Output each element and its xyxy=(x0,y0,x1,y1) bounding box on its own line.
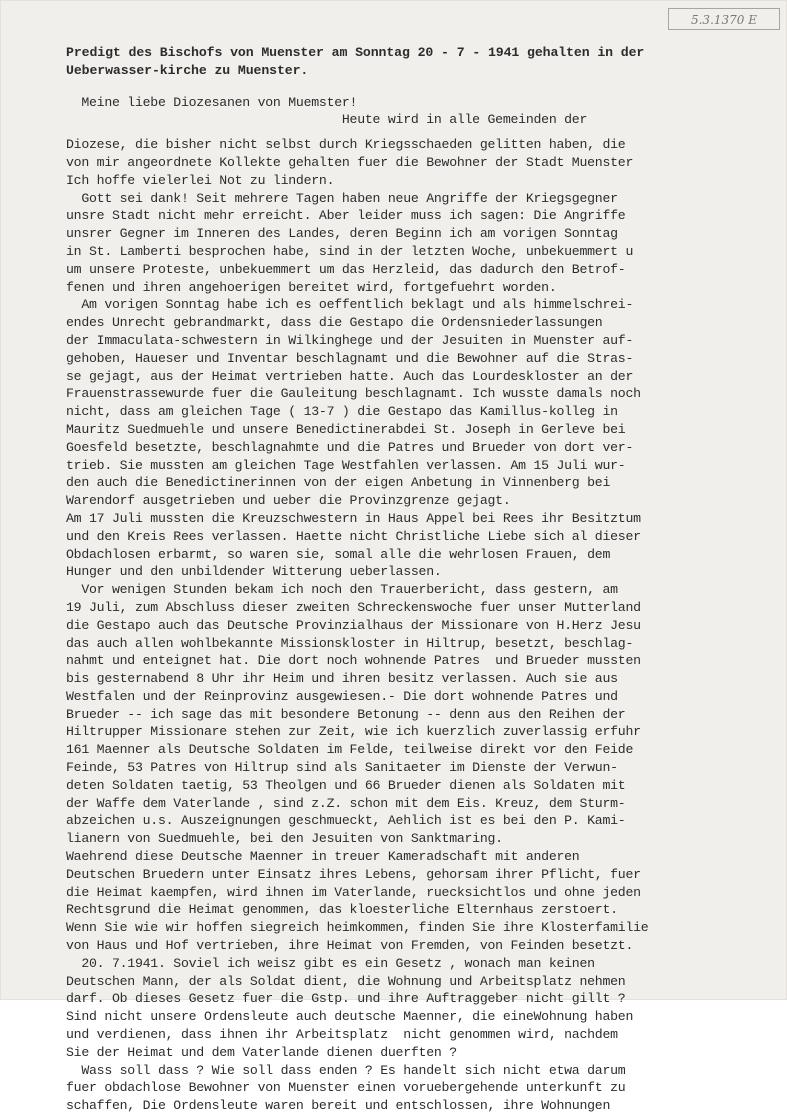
text-line: der Waffe dem Vaterlande , sind z.Z. schon mit dem Eis. Kreuz, dem Sturm- xyxy=(66,795,626,811)
text-line: in St. Lamberti besprochen habe, sind in der letzten Woche, unbekuemmert u xyxy=(66,243,634,259)
text-line: 161 Maenner als Deutsche Soldaten im Felde, teilweise direkt vor den Feide xyxy=(66,742,634,758)
text-line: 19 Juli, zum Abschluss dieser zweiten Schreckenswoche fuer unser Mutterland xyxy=(66,599,641,615)
text-line: Am 17 Juli mussten die Kreuzschwestern in Haus Appel bei Rees ihr Besitztum xyxy=(66,510,641,526)
text-line: der Immaculata-schwestern in Wilkinghege und der Jesuiten in Muenster auf- xyxy=(66,332,634,348)
salutation xyxy=(66,94,772,130)
text-line: gehoben, Haueser und Inventar beschlagnamt und die Bewohner auf die Stras- xyxy=(66,350,634,366)
text-line: die Heimat kaempfen, wird ihnen im Vaterlande, ruecksichtlos und ohne jeden xyxy=(66,884,641,900)
sermon-title xyxy=(66,44,772,80)
text-line: die Gestapo auch das Deutsche Provinzialhaus der Missionare von H.Herz Jesu xyxy=(66,617,641,633)
text-line: Warendorf ausgetrieben und ueber die Provinzgrenze gejagt. xyxy=(66,493,511,509)
text-line: Diozese, die bisher nicht selbst durch Kriegsschaeden gelitten haben, die xyxy=(66,137,626,153)
text-line: Westfalen und der Reinprovinz ausgewiesen.- Die dort wohnende Patres und xyxy=(66,688,618,704)
text-line: Ich hoffe vielerlei Not zu lindern. xyxy=(66,172,335,188)
text-line: von Haus und Hof vertrieben, ihre Heimat von Fremden, von Feinden besetzt. xyxy=(66,938,634,954)
text-line: und den Kreis Rees verlassen. Haette nicht Christliche Liebe sich al dieser xyxy=(66,528,641,544)
text-line: endes Unrecht gebrandmarkt, dass die Gestapo die Ordensniederlassungen xyxy=(66,315,603,331)
spacer xyxy=(66,129,772,136)
text-line: und verdienen, dass ihnen ihr Arbeitsplatz nicht genommen wird, nachdem xyxy=(66,1027,618,1043)
title-line: Ueberwasser-kirche zu Muenster. xyxy=(66,62,309,78)
text-line: Sind nicht unsere Ordensleute auch deutsche Maenner, die eineWohnung haben xyxy=(66,1009,634,1025)
catalog-stamp: 5.3.1370 E xyxy=(668,8,780,30)
text-line: fenen und ihren angehoerigen bereitet wird, fortgefuehrt worden. xyxy=(66,279,557,295)
text-line: den auch die Benedictinerinnen von der eigen Anbetung in Vinnenberg bei xyxy=(66,475,611,491)
text-line: Rechtsgrund die Heimat genommen, das kloesterliche Elternhaus zerstoert. xyxy=(66,902,618,918)
text-line: nicht, dass am gleichen Tage ( 13-7 ) die Gestapo das Kamillus-kolleg in xyxy=(66,404,618,420)
typewritten-text xyxy=(66,44,772,1115)
text-line: Am vorigen Sonntag habe ich es oeffentlich beklagt und als himmelschrei- xyxy=(66,297,634,313)
text-line: Obdachlosen erbarmt, so waren sie, somal alle die wehrlosen Frauen, dem xyxy=(66,546,611,562)
text-line: deten Soldaten taetig, 53 Theolgen und 66 Brueder dienen als Soldaten mit xyxy=(66,777,626,793)
text-line: trieb. Sie mussten am gleichen Tage Westfahlen verlassen. Am 15 Juli wur- xyxy=(66,457,626,473)
text-line: se gejagt, aus der Heimat vertrieben hatte. Auch das Lourdeskloster an der xyxy=(66,368,634,384)
text-line: darf. Ob dieses Gesetz fuer die Gstp. und ihre Auftraggeber nicht gillt ? xyxy=(66,991,626,1007)
text-line: 20. 7.1941. Soviel ich weisz gibt es ein Gesetz , wonach man keinen xyxy=(66,955,595,971)
text-line: Goesfeld besetzte, beschlagnahmte und die Patres und Brueder von dort ver- xyxy=(66,439,634,455)
sermon-body xyxy=(66,136,772,1115)
text-line: das auch allen wohlbekannte Missionskloster in Hiltrup, besetzt, beschlag- xyxy=(66,635,634,651)
text-line: lianern von Suedmuehle, bei den Jesuiten von Sanktmaring. xyxy=(66,831,503,847)
text-line: abzeichen u.s. Auszeignungen geschmueckt, Aehlich ist es bei den P. Kami- xyxy=(66,813,626,829)
text-line: Hunger und den unbildender Witterung ueberlassen. xyxy=(66,564,442,580)
text-line: von mir angeordnete Kollekte gehalten fuer die Bewohner der Stadt Muenster xyxy=(66,154,634,170)
text-line: fuer obdachlose Bewohner von Muenster einen voruebergehende unterkunft zu xyxy=(66,1080,626,1096)
text-line: unsre Stadt nicht mehr erreicht. Aber leider muss ich sagen: Die Angriffe xyxy=(66,208,626,224)
text-line: Feinde, 53 Patres von Hiltrup sind als Sanitaeter im Dienste der Verwun- xyxy=(66,760,618,776)
text-line: Deutschen Mann, der als Soldat dient, die Wohnung und Arbeitsplatz nehmen xyxy=(66,973,626,989)
text-line: Mauritz Suedmuehle und unsere Benedictinerabdei St. Joseph in Gerleve bei xyxy=(66,421,626,437)
text-line: schaffen, Die Ordensleute waren bereit und entschlossen, ihre Wohnungen xyxy=(66,1098,611,1114)
text-line: Frauenstrassewurde fuer die Gauleitung beschlagnamt. Ich wusste damals noch xyxy=(66,386,641,402)
text-line: Brueder -- ich sage das mit besondere Betonung -- denn aus den Reihen der xyxy=(66,706,626,722)
text-line: Gott sei dank! Seit mehrere Tagen haben neue Angriffe der Kriegsgegner xyxy=(66,190,618,206)
text-line: Wass soll dass ? Wie soll dass enden ? Es handelt sich nicht etwa darum xyxy=(66,1062,626,1078)
spacer xyxy=(66,80,772,94)
text-line: unsrer Gegner im Inneren des Landes, deren Beginn ich am vorigen Sonntag xyxy=(66,226,618,242)
salutation-line: Meine liebe Diozesanen von Muemster! xyxy=(66,94,358,110)
text-line: Deutschen Bruedern unter Einsatz ihres Lebens, gehorsam ihrer Pflicht, fuer xyxy=(66,866,641,882)
text-line: Hiltrupper Missionare stehen zur Zeit, wie ich kuerzlich zuverlassig erfuhr xyxy=(66,724,641,740)
title-line: Predigt des Bischofs von Muenster am Sonntag 20 - 7 - 1941 gehalten in der xyxy=(66,45,645,60)
text-line: Wenn Sie wie wir hoffen siegreich heimkommen, finden Sie ihre Klosterfamilie xyxy=(66,920,649,936)
text-line: Vor wenigen Stunden bekam ich noch den Trauerbericht, dass gestern, am xyxy=(66,582,618,598)
salutation-line: Heute wird in alle Gemeinden der xyxy=(66,112,588,128)
text-line: Sie der Heimat und dem Vaterlande dienen duerften ? xyxy=(66,1044,457,1060)
text-line: um unsere Proteste, unbekuemmert um das Herzleid, das dadurch den Betrof- xyxy=(66,261,626,277)
text-line: bis gesternabend 8 Uhr ihr Heim und ihren besitz verlassen. Auch sie aus xyxy=(66,671,618,687)
text-line: Waehrend diese Deutsche Maenner in treuer Kameradschaft mit anderen xyxy=(66,849,580,865)
text-line: nahmt und enteignet hat. Die dort noch wohnende Patres und Brueder mussten xyxy=(66,653,641,669)
